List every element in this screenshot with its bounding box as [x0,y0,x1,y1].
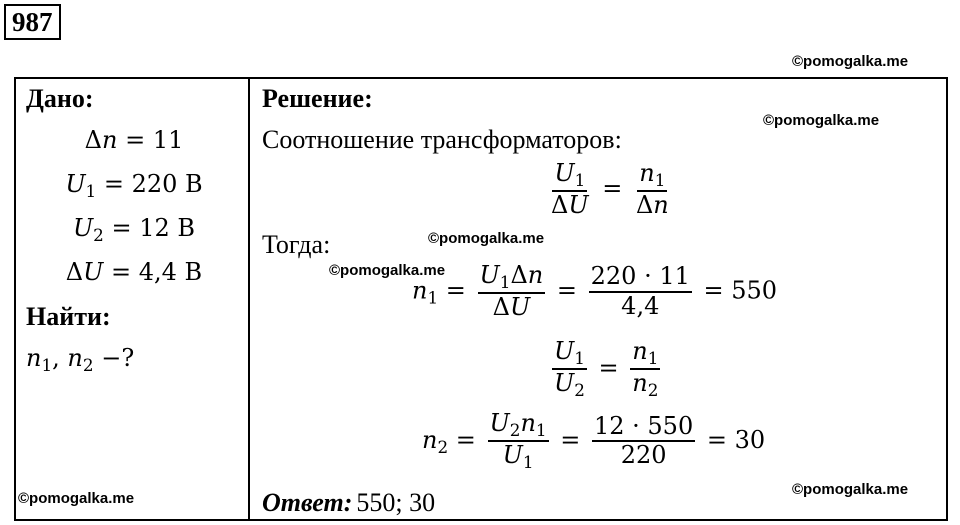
n1-denominator: 4,4 [621,291,660,320]
problem-number: 987 [4,4,61,40]
find-question: $n_1$, $n_2$ −? [26,344,135,376]
then-text: Тогда: [262,230,331,259]
watermark: ©pomogalka.me [329,262,446,279]
solution-header: Решение: [262,84,373,113]
watermark: ©pomogalka.me [428,230,545,247]
find-question-mark: −? [101,344,135,372]
given-u2-value: 12 В [139,214,196,242]
given-dn-value: 11 [152,126,184,154]
watermark: ©pomogalka.me [792,481,909,498]
given-u1: $U_1 = 220$ В [65,170,203,202]
given-du: ΔU = 4,4 В [65,258,203,286]
answer-line [262,488,435,518]
given-u2: $U_2 = 12$ В [72,214,196,246]
n2-result: 30 [734,425,766,454]
given-u1-value: 220 В [131,170,203,198]
find-header: Найти: [26,302,111,331]
given-header: Дано: [26,84,94,113]
given-du-value: 4,4 В [138,258,203,286]
formula-n1: $n_1$ = $\frac{U_1\Delta n}{\Delta U}$ = $\frac{220 \cdot 11}{4,4}$ = 550 [412,261,778,322]
formula-ratio-1: $\frac{U_1}{\Delta U}$ = $\frac{n_1}{\Delta n}$ [551,159,669,220]
n2-denominator: 220 [620,441,667,470]
formula-ratio-2: $\frac{U_1}{U_2}$ = $\frac{n_1}{n_2}$ [554,337,659,401]
watermark: ©pomogalka.me [763,112,880,129]
answer-label: Ответ: [262,488,353,517]
column-divider [248,77,250,521]
answer-value: 550; 30 [356,488,436,517]
n1-result: 550 [731,276,778,305]
n2-numerator: 12 · 550 [592,413,695,443]
formula-n2: $n_2$ = $\frac{U_2n_1}{U_1}$ = $\frac{12 \cdot 550}{220}$ = 30 [422,409,766,473]
given-dn: Δn = 11 [84,126,184,154]
watermark: ©pomogalka.me [18,490,135,507]
n1-numerator: 220 · 11 [589,263,692,293]
watermark: ©pomogalka.me [792,53,909,70]
ratio-text: Соотношение трансформаторов: [262,125,622,154]
